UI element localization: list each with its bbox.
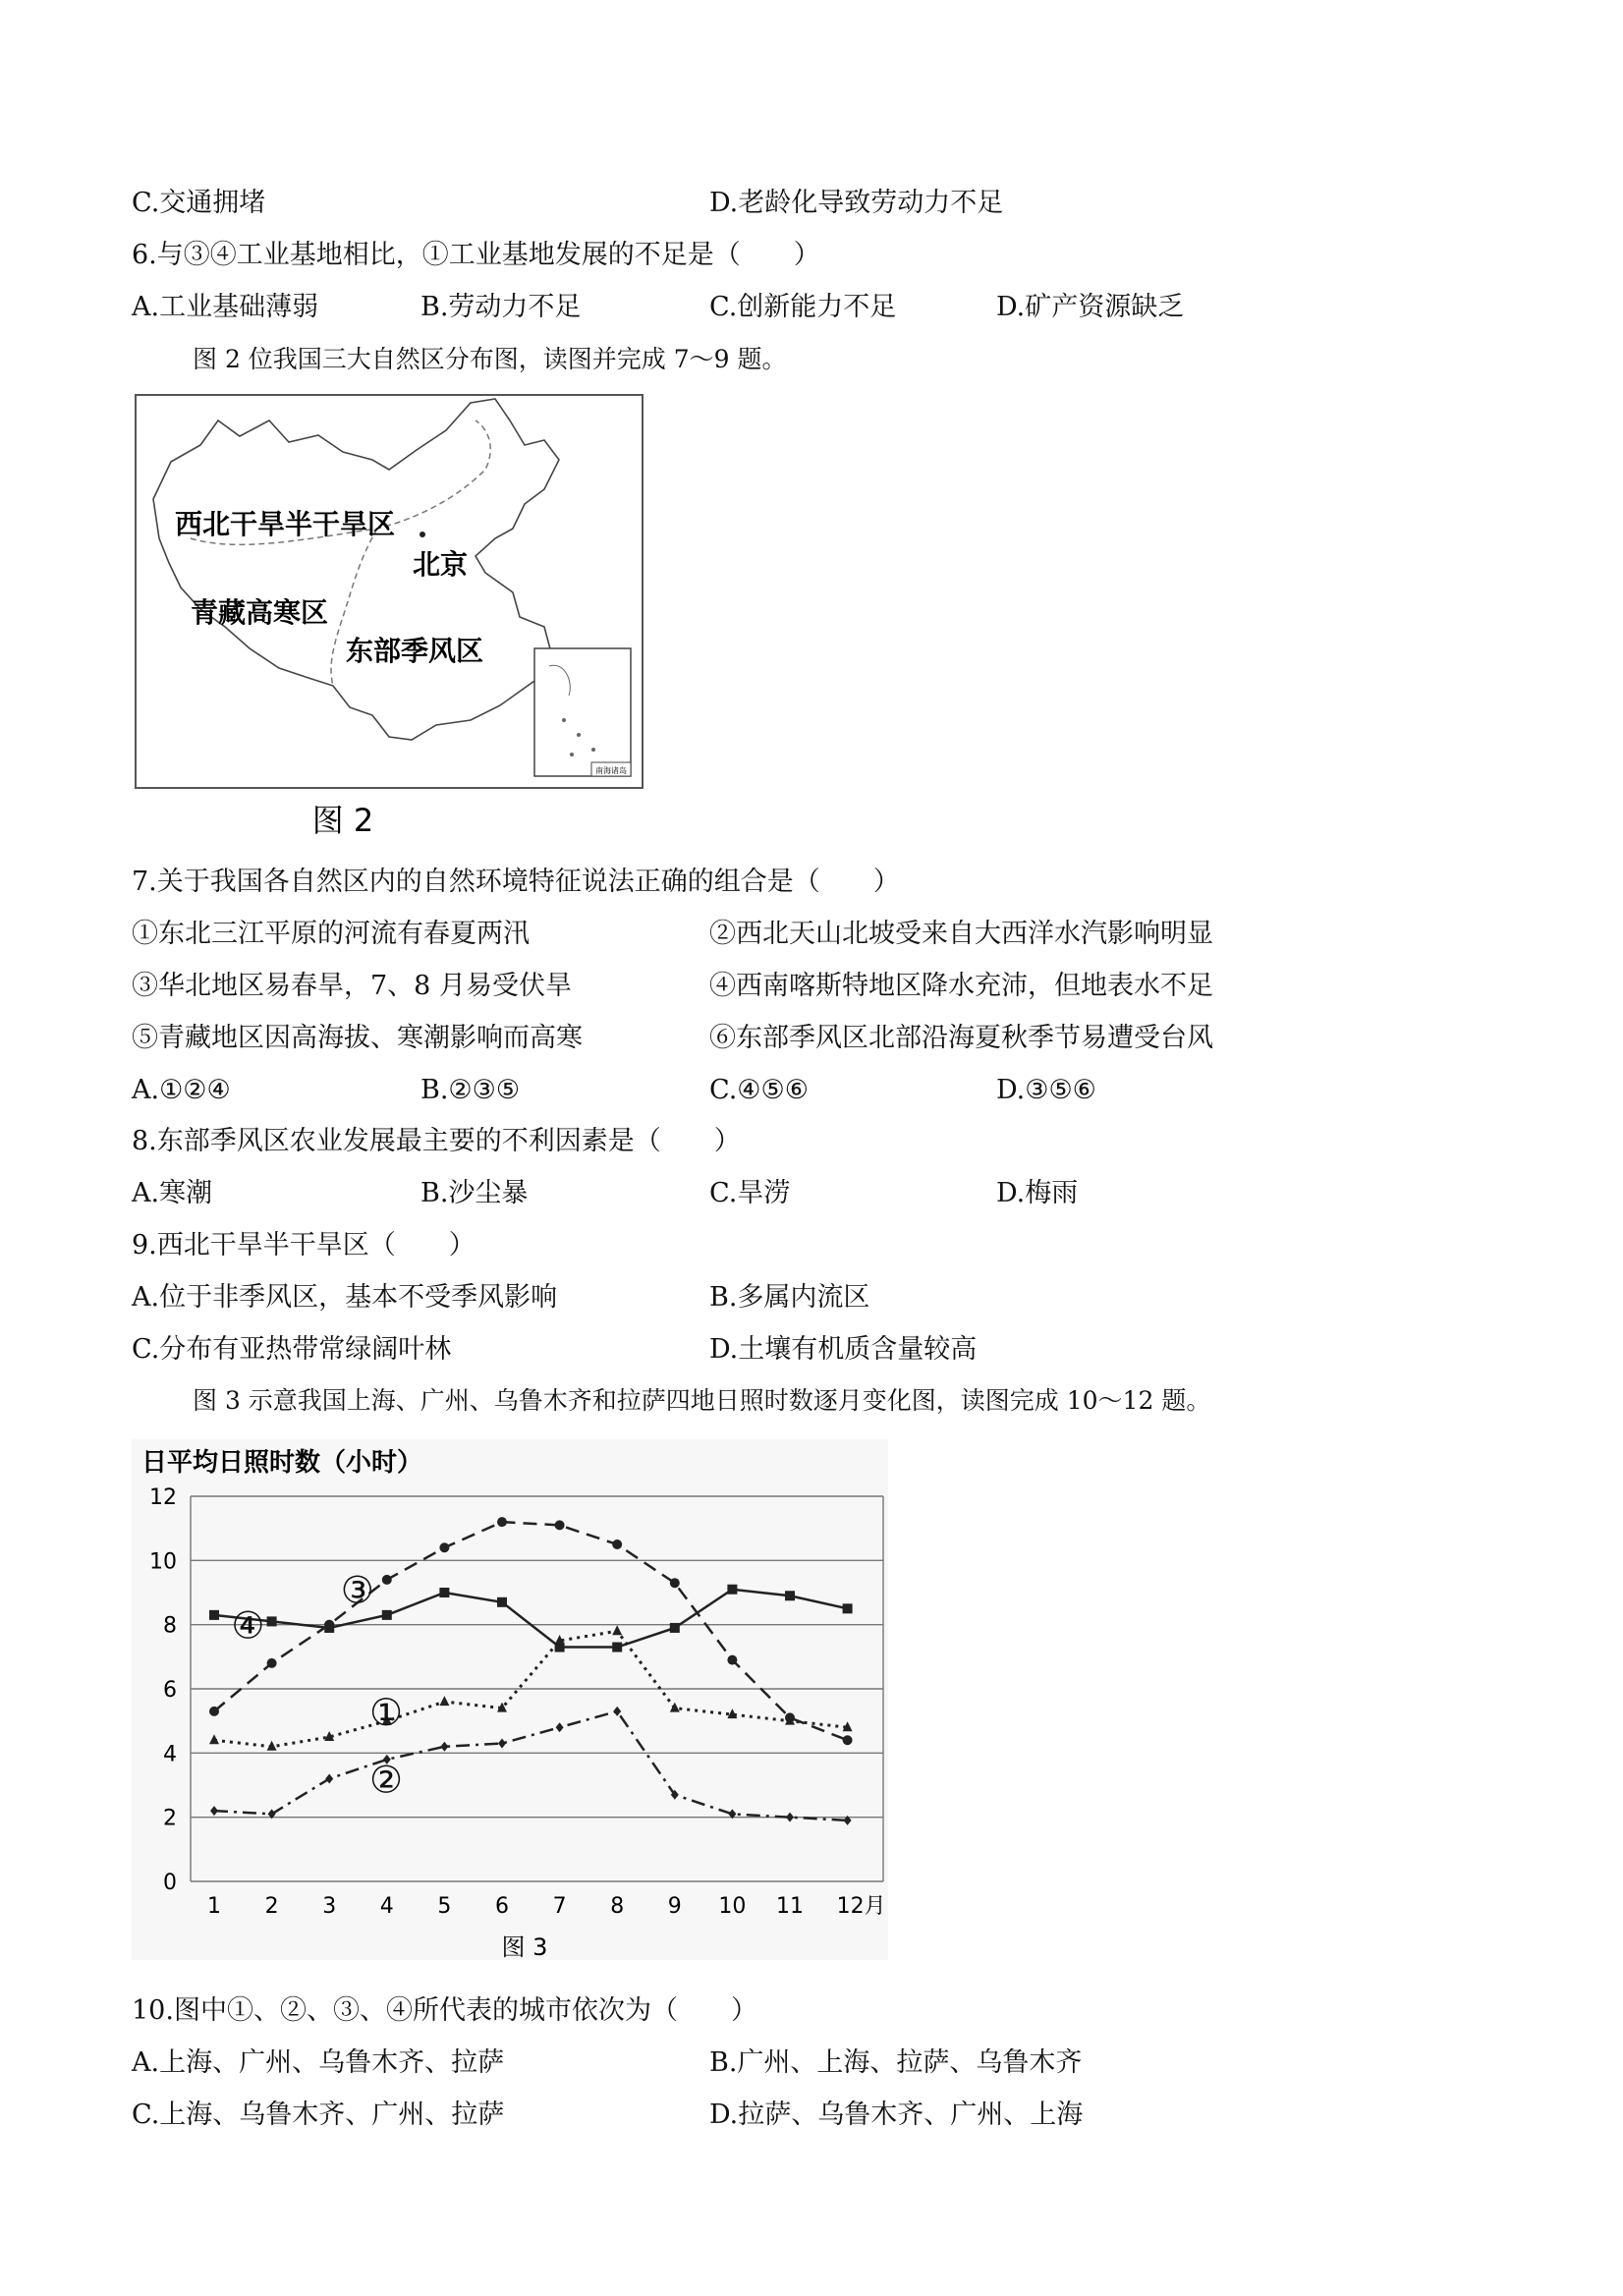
data-point-series-3 xyxy=(439,1542,449,1552)
x-tick-label: 4 xyxy=(379,1894,394,1919)
y-tick-label: 2 xyxy=(163,1806,177,1831)
question-8: 8.东部季风区农业发展最主要的不利因素是（ ） xyxy=(132,1126,741,1156)
data-point-series-4 xyxy=(324,1623,334,1633)
data-point-series-4 xyxy=(439,1588,449,1597)
x-tick-label: 8 xyxy=(610,1894,625,1919)
data-point-series-3 xyxy=(727,1655,737,1665)
data-point-series-4 xyxy=(209,1610,219,1620)
data-point-series-4 xyxy=(612,1643,622,1652)
q8-option-d: D.梅雨 xyxy=(996,1178,1079,1208)
label-nw-region: 西北干旱半干旱区 xyxy=(175,508,396,540)
data-point-series-3 xyxy=(843,1735,853,1745)
x-tick-label: 1 xyxy=(207,1894,221,1919)
y-tick-label: 0 xyxy=(163,1871,177,1895)
q6-option-c: C.创新能力不足 xyxy=(709,292,897,322)
x-tick-label: 11 xyxy=(776,1894,804,1919)
q8-option-c: C.旱涝 xyxy=(709,1178,791,1208)
figure-3-chart xyxy=(132,1439,898,1970)
y-tick-label: 8 xyxy=(163,1613,177,1639)
q7-option-b: B.②③⑤ xyxy=(420,1075,521,1105)
x-tick-label: 9 xyxy=(667,1894,682,1919)
series-label-3: ③ xyxy=(340,1568,374,1612)
series-label-1: ① xyxy=(369,1690,404,1734)
map-svg xyxy=(132,391,652,853)
beijing-dot xyxy=(420,532,425,537)
data-point-series-4 xyxy=(497,1597,507,1607)
x-tick-label: 2 xyxy=(264,1894,279,1919)
q7-statement-2: ②西北天山北坡受来自大西洋水汽影响明显 xyxy=(709,919,1213,949)
option-c-prev: C.交通拥堵 xyxy=(132,188,266,218)
data-point-series-4 xyxy=(267,1616,277,1626)
data-point-series-3 xyxy=(785,1712,795,1722)
data-point-series-3 xyxy=(267,1658,277,1668)
q10-option-a: A.上海、广州、乌鲁木齐、拉萨 xyxy=(132,2047,505,2078)
data-point-series-4 xyxy=(843,1603,853,1613)
q7-option-d: D.③⑤⑥ xyxy=(996,1075,1096,1105)
question-10: 10.图中①、②、③、④所代表的城市依次为（ ） xyxy=(132,1995,757,2026)
q9-option-b: B.多属内流区 xyxy=(709,1282,870,1313)
y-tick-label: 10 xyxy=(149,1549,177,1575)
data-point-series-4 xyxy=(727,1585,737,1595)
x-tick-label: 7 xyxy=(552,1894,567,1919)
q7-statement-6: ⑥东部季风区北部沿海夏秋季节易遭受台风 xyxy=(709,1023,1213,1053)
q10-option-d: D.拉萨、乌鲁木齐、广州、上海 xyxy=(709,2100,1084,2130)
q6-option-b: B.劳动力不足 xyxy=(420,292,582,322)
figure-2-caption: 图 2 xyxy=(311,802,374,839)
data-point-series-4 xyxy=(555,1643,565,1652)
data-point-series-3 xyxy=(382,1575,392,1585)
q9-option-a: A.位于非季风区，基本不受季风影响 xyxy=(132,1282,558,1313)
chart-title: 日平均日照时数（小时） xyxy=(141,1448,423,1478)
q6-option-a: A.工业基础薄弱 xyxy=(132,292,319,322)
q7-statement-5: ⑤青藏地区因高海拔、寒潮影响而高寒 xyxy=(132,1023,583,1053)
y-tick-label: 4 xyxy=(163,1742,177,1767)
q10-option-c: C.上海、乌鲁木齐、广州、拉萨 xyxy=(132,2100,505,2130)
series-label-4: ④ xyxy=(231,1603,265,1648)
x-tick-label: 12月 xyxy=(836,1894,886,1919)
q8-option-a: A.寒潮 xyxy=(132,1178,213,1208)
y-tick-label: 12 xyxy=(149,1485,177,1510)
question-6: 6.与③④工业基地相比，①工业基地发展的不足是（ ） xyxy=(132,240,820,270)
figure-3-caption: 图 3 xyxy=(501,1933,548,1961)
data-point-series-4 xyxy=(382,1610,392,1620)
data-point-series-3 xyxy=(555,1520,565,1530)
south-china-sea-inset xyxy=(534,648,631,776)
q7-option-a: A.①②④ xyxy=(132,1075,231,1105)
label-east-region: 东部季风区 xyxy=(346,635,484,667)
data-point-series-4 xyxy=(670,1623,680,1633)
data-point-series-3 xyxy=(670,1578,680,1588)
inset-label: 南海诸岛 xyxy=(595,766,627,775)
x-tick-label: 3 xyxy=(322,1894,337,1919)
q10-option-b: B.广州、上海、拉萨、乌鲁木齐 xyxy=(709,2047,1083,2078)
q7-statement-4: ④西南喀斯特地区降水充沛，但地表水不足 xyxy=(709,971,1213,1001)
q8-option-b: B.沙尘暴 xyxy=(420,1178,529,1208)
figure-2-intro: 图 2 位我国三大自然区分布图，读图并完成 7～9 题。 xyxy=(193,345,787,373)
q7-statement-3: ③华北地区易春旱，7、8 月易受伏旱 xyxy=(132,971,572,1001)
label-qz-region: 青藏高寒区 xyxy=(191,596,329,629)
question-7: 7.关于我国各自然区内的自然环境特征说法正确的组合是（ ） xyxy=(132,867,900,897)
x-tick-label: 5 xyxy=(437,1894,452,1919)
q7-option-c: C.④⑤⑥ xyxy=(709,1075,809,1105)
q6-option-d: D.矿产资源缺乏 xyxy=(996,292,1185,322)
x-tick-label: 6 xyxy=(495,1894,509,1919)
series-label-2: ② xyxy=(369,1758,404,1802)
q7-statement-1: ①东北三江平原的河流有春夏两汛 xyxy=(132,919,530,949)
data-point-series-3 xyxy=(497,1517,507,1527)
question-9: 9.西北干旱半干旱区（ ） xyxy=(132,1230,476,1260)
data-point-series-4 xyxy=(785,1591,795,1600)
option-d-prev: D.老龄化导致劳动力不足 xyxy=(709,188,1004,218)
x-tick-label: 10 xyxy=(718,1894,747,1919)
chart-svg xyxy=(132,1439,898,1970)
y-tick-label: 6 xyxy=(163,1678,177,1703)
figure-3-intro: 图 3 示意我国上海、广州、乌鲁木齐和拉萨四地日照时数逐月变化图，读图完成 10～12 题。 xyxy=(193,1386,1211,1415)
q9-option-c: C.分布有亚热带常绿阔叶林 xyxy=(132,1334,452,1365)
q9-option-d: D.土壤有机质含量较高 xyxy=(709,1334,978,1365)
label-beijing: 北京 xyxy=(413,548,469,581)
figure-2-map xyxy=(132,391,652,853)
data-point-series-3 xyxy=(612,1540,622,1549)
data-point-series-3 xyxy=(209,1707,219,1716)
